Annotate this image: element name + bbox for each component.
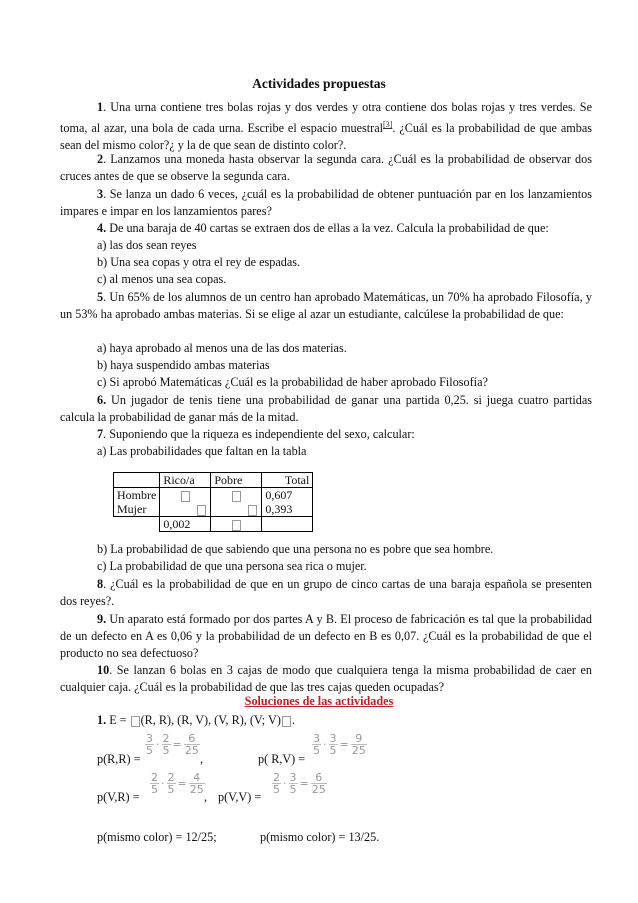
solutions-title[interactable]: Soluciones de las actividades bbox=[244, 694, 394, 708]
brace-placeholder bbox=[131, 716, 140, 727]
list-item: c) al menos una sea copas. bbox=[97, 272, 227, 286]
activity-8 bbox=[60, 576, 592, 610]
table-cell-empty bbox=[114, 517, 160, 532]
solution-1-sample-space bbox=[97, 713, 295, 728]
table-cell-empty bbox=[114, 473, 160, 488]
list-item: b) Una sea copas y otra el rey de espadas. bbox=[97, 255, 301, 269]
fraction-rv: $\frac{3}{5}$ · $\frac{3}{5}$ = $\frac{9}{25}$ bbox=[313, 732, 366, 757]
prob-rv-label: p( R,V) = bbox=[258, 752, 306, 766]
list-item: c) La probabilidad de que una persona sea rica o mujer. bbox=[97, 559, 367, 573]
activity-number: 2 bbox=[97, 152, 104, 166]
activity-text: . ¿Cuál es la probabilidad de que en un grupo de cinco cartas de una baraja española se presenten dos reyes?. bbox=[60, 577, 592, 608]
activity-number: 9. bbox=[97, 612, 107, 626]
table-cell-empty bbox=[262, 517, 313, 532]
same-color-1: p(mismo color) = 12/25; bbox=[97, 830, 217, 844]
table-cell-missing bbox=[211, 517, 262, 532]
prob-vv-label: p(V,V) = bbox=[218, 790, 262, 804]
table-row-mujer: Mujer bbox=[114, 502, 160, 517]
table-header-rico: Rico/a bbox=[160, 473, 211, 488]
activity-number: 7 bbox=[97, 427, 104, 441]
activity-7 bbox=[60, 426, 592, 443]
table-cell-missing bbox=[211, 502, 262, 517]
same-color-2: p(mismo color) = 13/25. bbox=[260, 830, 380, 844]
activity-text: . Suponiendo que la riqueza es independiente del sexo, calcular: bbox=[103, 427, 415, 441]
table-cell-missing bbox=[160, 502, 211, 517]
activity-5 bbox=[60, 289, 592, 323]
activity-text: . Lanzamos una moneda hasta observar la segunda cara. ¿Cuál es la probabilidad de observar dos cruces antes de que se observe la segunda cara. bbox=[60, 152, 592, 183]
activity-number: 3 bbox=[97, 187, 104, 201]
comma: , bbox=[204, 790, 208, 804]
prob-rr-label: p(R,R) = bbox=[97, 752, 141, 766]
table-row-hombre: Hombre bbox=[114, 488, 160, 503]
activity-number: 1 bbox=[97, 100, 104, 114]
list-item: a) haya aprobado al menos una de las dos materias. bbox=[97, 341, 347, 355]
section-title: Actividades propuestas bbox=[252, 76, 386, 91]
activity-4 bbox=[60, 220, 592, 237]
table-cell-total-mujer: 0,393 bbox=[262, 502, 313, 517]
activity-text: Un aparato está formado por dos partes A y B. El proceso de fabricación es tal que la probabilidad de un defecto en A es 0,06 y la probabilidad de un defecto en B es 0,07. ¿Cuál es la probabilidad de que el producto no sea defectuoso? bbox=[60, 612, 592, 660]
list-item: c) Si aprobó Matemáticas ¿Cuál es la probabilidad de haber aprobado Filosofía? bbox=[97, 375, 488, 389]
solution-number: 1. bbox=[97, 713, 107, 727]
activity-text: . Se lanza un dado 6 veces, ¿cuál es la probabilidad de obtener puntuación par en los lanzamientos impares e impar en los lanzamientos pares? bbox=[60, 187, 592, 218]
activity-text: De una baraja de 40 cartas se extraen dos de ellas a la vez. Calcula la probabilidad de que: bbox=[106, 221, 549, 235]
fraction-vr: $\frac{2}{5}$ · $\frac{2}{5}$ = $\frac{4}{25}$ bbox=[151, 771, 204, 796]
activity-6 bbox=[60, 392, 592, 426]
activity-3 bbox=[60, 186, 592, 220]
activity-number: 10 bbox=[97, 663, 110, 677]
activity-number: 5 bbox=[97, 290, 104, 304]
probability-table bbox=[113, 472, 313, 532]
fraction-vv: $\frac{2}{5}$ · $\frac{3}{5}$ = $\frac{6}{25}$ bbox=[273, 771, 326, 796]
activity-text: . Un 65% de los alumnos de un centro han aprobado Matemáticas, un 70% ha aprobado Filosofía, y un 53% ha aprobado ambas materias. Si se elige al azar un estudiante, calcúlese la probabilidad de que: bbox=[60, 290, 592, 321]
activity-text: . Una urna contiene tres bolas rojas y dos verdes y otra contiene dos bolas rojas y tres verdes. Se toma, al azar, una bola de cada urna. Escribe el espacio muestral bbox=[60, 100, 592, 136]
table-cell-total-hombre: 0,607 bbox=[262, 488, 313, 503]
activity-9 bbox=[60, 611, 592, 662]
table-cell-bottom: 0,002 bbox=[160, 517, 211, 532]
prob-vr-label: p(V,R) = bbox=[97, 790, 140, 804]
fraction-rr: $\frac{3}{5}$ · $\frac{2}{5}$ = $\frac{6}{25}$ bbox=[146, 732, 199, 757]
comma: , bbox=[200, 752, 204, 766]
activity-2 bbox=[60, 151, 592, 185]
activity-10 bbox=[60, 662, 592, 696]
activity-number: 6. bbox=[97, 393, 107, 407]
list-item: a) las dos sean reyes bbox=[97, 238, 197, 252]
list-item: b) haya suspendido ambas materias bbox=[97, 358, 270, 372]
solution-text: E = bbox=[106, 713, 130, 727]
activity-number: 8 bbox=[97, 577, 104, 591]
activity-text-cont: . ¿Cuál es la probabilidad de que ambas sean del mismo color?¿ y la de que sean de distinto color?. bbox=[60, 121, 592, 153]
activity-text: Un jugador de tenis tiene una probabilidad de ganar una partida 0,25. si juega cuatro partidas calcula la probabilidad de ganar más de la mitad. bbox=[60, 393, 592, 424]
activity-text: . Se lanzan 6 bolas en 3 cajas de modo que cualquiera tenga la misma probabilidad de caer en cualquier caja. ¿Cuál es la probabilidad de que las tres cajas queden ocupadas? bbox=[60, 663, 592, 694]
list-item: a) Las probabilidades que faltan en la tabla bbox=[97, 444, 307, 458]
solution-text: . bbox=[291, 713, 295, 727]
table-cell-missing bbox=[160, 488, 211, 503]
table-header-pobre: Pobre bbox=[211, 473, 262, 488]
solution-text: (R, R), (R, V), (V, R), (V; V) bbox=[140, 713, 281, 727]
list-item: b) La probabilidad de que sabiendo que una persona no es pobre que sea hombre. bbox=[97, 542, 494, 556]
footnote-link[interactable]: [3] bbox=[383, 120, 393, 129]
activity-1 bbox=[60, 99, 592, 154]
table-cell-missing bbox=[211, 488, 262, 503]
table-header-total: Total bbox=[262, 473, 313, 488]
activity-number: 4. bbox=[97, 221, 107, 235]
brace-placeholder bbox=[282, 716, 291, 727]
